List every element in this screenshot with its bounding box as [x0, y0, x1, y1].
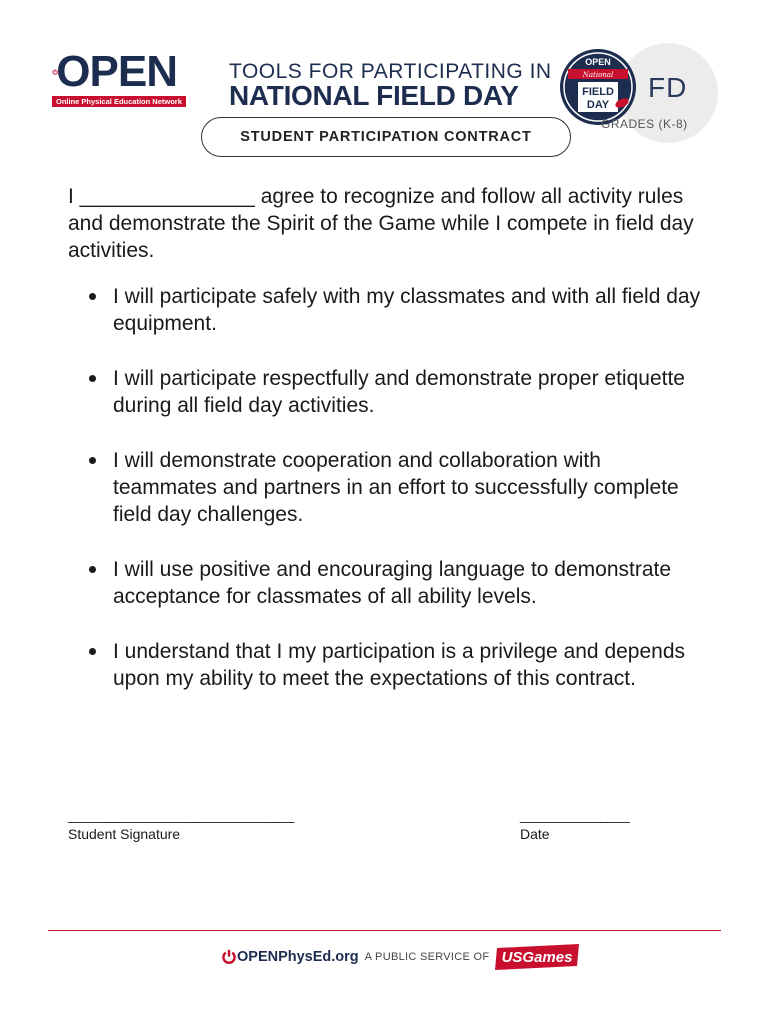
seal-middle-text: National	[582, 71, 614, 79]
field-day-seal	[558, 47, 638, 127]
page-title: NATIONAL FIELD DAY	[229, 80, 519, 111]
logo-text: OPEN	[56, 47, 177, 96]
bullet-icon	[89, 648, 96, 655]
student-signature-label: Student Signature	[68, 826, 181, 842]
intro-paragraph: I _______________ agree to recognize and follow all activity rules and demonstrate the Spirit of the Game while I compete in field day activities.	[68, 185, 694, 262]
footer-power-icon	[221, 949, 237, 965]
list-item	[86, 638, 706, 692]
open-logo	[52, 47, 182, 107]
list-item-text: I will participate safely with my classmates and with all field day equipment.	[113, 285, 701, 335]
footer	[221, 944, 581, 970]
footer-brand[interactable]: OPENPhysEd.org	[237, 949, 359, 965]
student-signature-line[interactable]: _______________________________	[68, 807, 294, 823]
footer-divider	[48, 930, 721, 931]
list-item	[86, 365, 706, 419]
us-games-logo	[495, 944, 581, 970]
badge-text: FD	[648, 72, 688, 103]
list-item	[86, 283, 706, 337]
bullet-icon	[89, 293, 96, 300]
bullet-icon	[89, 375, 96, 382]
list-item-text: I will participate respectfully and demonstrate proper etiquette during all field day activities.	[113, 367, 685, 417]
rules-list	[86, 283, 706, 720]
list-item-text: I understand that I my participation is a privilege and depends upon my ability to meet the expectations of this contract.	[113, 640, 686, 690]
list-item-text: I will demonstrate cooperation and collaboration with teammates and partners in an effort to successfully complete field day challenges.	[113, 449, 679, 526]
date-label: Date	[520, 826, 550, 842]
bullet-icon	[89, 566, 96, 573]
grades-label: GRADES (K-8)	[601, 117, 688, 131]
contract-title: STUDENT PARTICIPATION CONTRACT	[240, 129, 532, 145]
list-item	[86, 556, 706, 610]
seal-field-text: FIELD	[582, 86, 614, 98]
seal-day-text: DAY	[586, 99, 610, 111]
tools-line: TOOLS FOR PARTICIPATING IN	[229, 60, 552, 83]
seal-top-text: OPEN	[585, 57, 611, 67]
contract-title-pill	[201, 117, 571, 157]
date-line[interactable]: _______________	[520, 807, 630, 823]
bullet-icon	[89, 457, 96, 464]
list-item-text: I will use positive and encouraging language to demonstrate acceptance for classmates of all ability levels.	[113, 558, 672, 608]
list-item	[86, 447, 706, 528]
logo-subtitle: Online Physical Education Network	[52, 96, 186, 107]
footer-tagline: A PUBLIC SERVICE OF	[364, 951, 490, 963]
sponsor-text: USGames	[501, 949, 573, 966]
